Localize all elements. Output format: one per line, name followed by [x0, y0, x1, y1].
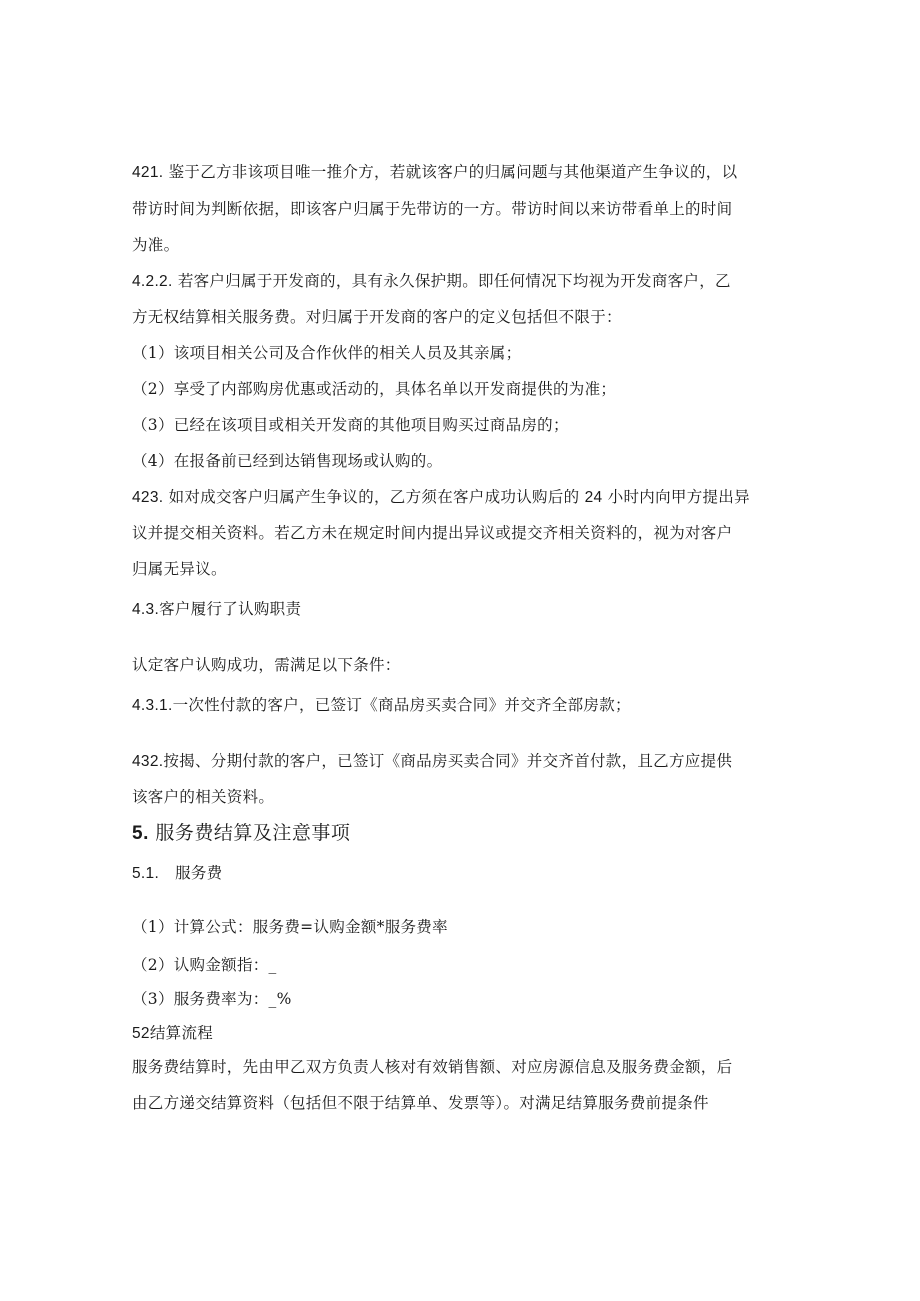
clause-422-line-2: 方无权结算相关服务费。对归属于开发商的客户的定义包括但不限于： — [132, 308, 622, 326]
section-51-number: 5.1. — [132, 865, 160, 882]
section-51-text: 服务费 — [175, 864, 223, 882]
definition-item-1: （1）该项目相关公司及合作伙伴的相关人员及其亲属； — [132, 344, 522, 362]
clause-432-line-1 — [132, 749, 732, 771]
section-52-body-line-1: 服务费结算时，先由甲乙双方负责人核对有效销售额、对应房源信息及服务费金额，后 — [132, 1058, 733, 1076]
clause-423-line-1 — [132, 485, 750, 507]
clause-421-number: 421. — [132, 164, 164, 181]
section-43-number: 4.3. — [132, 601, 160, 618]
definition-item-4: （4）在报备前已经到达销售现场或认购的。 — [132, 452, 443, 470]
clause-422-number: 4.2.2. — [132, 273, 173, 290]
clause-423-number: 423. — [132, 489, 164, 506]
section-43-intro: 认定客户认购成功，需满足以下条件： — [132, 656, 401, 674]
fee-item-formula: （1）计算公式：服务费=认购金额*服务费率 — [132, 918, 448, 936]
fee-item-rate: （3）服务费率为：_% — [132, 990, 292, 1008]
section-52-text: 结算流程 — [149, 1024, 214, 1042]
clause-431-number: 4.3.1. — [132, 697, 173, 714]
section-51-title — [132, 861, 222, 883]
section-52-body-line-2: 由乙方递交结算资料（包括但不限于结算单、发票等）。对满足结算服务费前提条件 — [132, 1094, 709, 1112]
clause-422-line-1 — [132, 269, 731, 291]
clause-431 — [132, 693, 631, 715]
clause-423-text-1b: 小时内向甲方提出异 — [602, 488, 750, 506]
clause-432-number: 432. — [132, 753, 164, 770]
section-5-title: 服务费结算及注意事项 — [148, 822, 351, 844]
clause-423-hours: 24 — [584, 489, 603, 506]
fee-item-amount: （2）认购金额指：_ — [132, 956, 277, 974]
clause-423-text-1a: 如对成交客户归属产生争议的，乙方须在客户成功认购后的 — [163, 488, 585, 506]
clause-421-line-3: 为准。 — [132, 236, 180, 254]
clause-423-line-2: 议并提交相关资料。若乙方未在规定时间内提出异议或提交齐相关资料的，视为对客户 — [132, 524, 733, 542]
clause-421-line-2: 带访时间为判断依据，即该客户归属于先带访的一方。带访时间以来访带看单上的时间 — [132, 200, 733, 218]
clause-432-text-1: 按揭、分期付款的客户，已签订《商品房买卖合同》并交齐首付款，且乙方应提供 — [163, 752, 733, 770]
clause-423-line-3: 归属无异议。 — [132, 560, 227, 578]
clause-432-line-2: 该客户的相关资料。 — [132, 788, 275, 806]
clause-421-line-1 — [132, 160, 737, 182]
section-43-text: 客户履行了认购职责 — [159, 600, 302, 618]
section-52-number: 52 — [132, 1025, 150, 1042]
clause-431-text: 一次性付款的客户，已签订《商品房买卖合同》并交齐全部房款； — [172, 696, 631, 714]
section-43-title — [132, 597, 301, 619]
section-52-title — [132, 1021, 213, 1043]
clause-422-text-1: 若客户归属于开发商的，具有永久保护期。即任何情况下均视为开发商客户，乙 — [172, 272, 731, 290]
definition-item-3: （3）已经在该项目或相关开发商的其他项目购买过商品房的； — [132, 416, 569, 434]
definition-item-2: （2）享受了内部购房优惠或活动的，具体名单以开发商提供的为准； — [132, 380, 617, 398]
clause-421-text-1: 鉴于乙方非该项目唯一推介方，若就该客户的归属问题与其他渠道产生争议的，以 — [163, 163, 738, 181]
section-5-heading — [132, 818, 350, 845]
section-5-number: 5. — [132, 823, 149, 844]
